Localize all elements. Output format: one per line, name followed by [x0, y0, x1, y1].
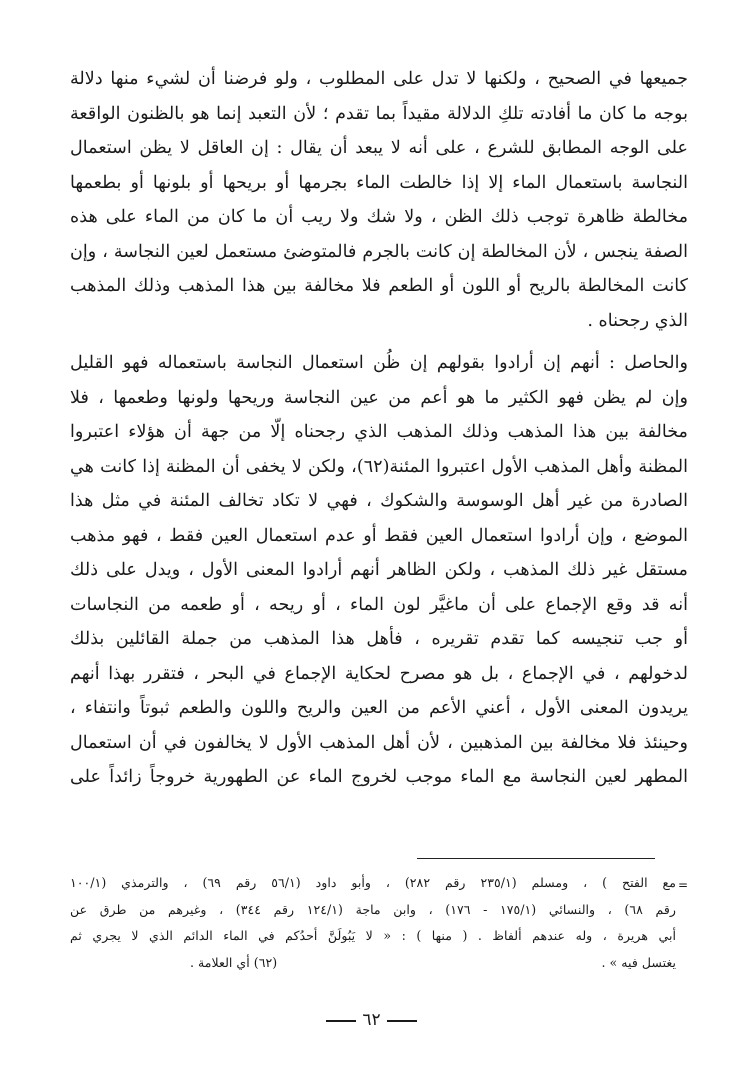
page-number-dash [326, 1020, 356, 1022]
paragraph-2 [70, 346, 688, 795]
footnote-line: مع الفتح ) ، ومسلم (٢٣٥/١ رقم ٢٨٢) ، وأبو داود (٥٦/١ رقم ٦٩) ، والترمذي (١٠٠/١ [70, 875, 676, 890]
text-line: وإن لم يظن فهو الكثير ما هو أعم من عين النجاسة وريحها ولونها وطعمها ، فلا [70, 387, 688, 408]
text-line: الذي رجحناه . [587, 310, 688, 331]
text-line: على الوجه المطابق للشرع ، على أنه لا يبعد أن يقال : إن العاقل لا يظن استعمال [70, 138, 688, 158]
page-number-dash [387, 1020, 417, 1022]
text-line: مستقل غير ذلك المذهب ، ولكن الظاهر أنهم أرادوا المعنى الأول ، ويدل على ذلك [70, 560, 688, 580]
paragraph-1 [70, 62, 688, 338]
footnote-62: (٦٢) أي العلامة . [190, 954, 278, 970]
text-line: وحينئذ فلا مخالفة بين المذهبين ، لأن أهل المذهب الأول لا يخالفون في أن استعمال [70, 732, 688, 753]
text-line: أو جب تنجيسه كما تقدم تقريره ، فأهل هذا المذهب من جملة القائلين بذلك [70, 629, 688, 649]
text-line: أنه قد وقع الإجماع على أن ماغيَّر لون الماء ، أو ريحه ، أو طعمه من النجاسات [70, 594, 688, 615]
text-line: كانت المخالطة بالريح أو اللون أو الطعم فلا مخالفة بين هذا المذهب وذلك المذهب [70, 276, 688, 296]
text-line: مخالفة بين هذا المذهب وذلك المذهب الذي رجحناه إلّا من جهة أن هؤلاء اعتبروا [70, 422, 688, 442]
page-number-value: ٦٢ [362, 1010, 381, 1030]
text-line: مخالطة ظاهرة توجب ذلك الظن ، ولا شك ولا ريب أن ما كان من الماء على هذه [70, 207, 688, 227]
text-line: المطهر لعين النجاسة مع الماء موجب لخروج الماء عن الطهورية خروجاً زائداً على [70, 767, 688, 787]
text-line: الصفة ينجس ، لأن المخالطة إن كانت بالجرم فالمتوضئ مستعمل لعين النجاسة ، وإن [70, 241, 688, 262]
footnote-line: أبي هريرة ، وله عندهم ألفاظ . ( منها ) : « لا يَبُولَنَّ أحدُكم في الماء الدائم الذي لا يجري ثم [70, 928, 676, 943]
main-text [70, 62, 688, 795]
text-line: المظنة وأهل المذهب الأول اعتبروا المئنة(٦٢)، ولكن لا يخفى أن المظنة إذا كانت هي [70, 456, 688, 477]
footnote-tail: يغتسل فيه » . [601, 954, 676, 970]
footnote-line: رقم ٦٨) ، والنسائي (١٧٥/١ - ١٧٦) ، وابن ماجة (١٢٤/١ رقم ٣٤٤) ، وغيرهم من طرق عن [70, 901, 676, 917]
footnote-divider [417, 858, 655, 859]
text-line: يريدون المعنى الأول ، أعني الأعم من العين والريح واللون والطعم ثبوتاً وانتفاء ، [70, 698, 688, 718]
text-line: بوجه ما كان ما أفادته تلكِ الدلالة مقيداً بما تقدم ؛ لأن التعبد إنما هو بالظنون الواقعة [70, 103, 688, 124]
text-line: جميعها في الصحيح ، ولكنها لا تدل على المطلوب ، ولو فرضنا أن لشيء منها دلالة [70, 69, 688, 89]
text-line: الصادرة من غير أهل الوسوسة والشكوك ، فهي لا تكاد تخالف المئنة في مثل هذا [70, 491, 688, 511]
footnote-continuation-marker: = [677, 878, 688, 892]
text-line: النجاسة باستعمال الماء إلا إذا خالطت الماء بجرمها أو بريحها أو بلونها أو بطعمها [70, 172, 688, 193]
footnote-last-line [70, 950, 676, 977]
page-number [0, 1010, 743, 1030]
footnotes [70, 870, 676, 976]
text-line: والحاصل : أنهم إن أرادوا بقولهم إن ظُن استعمال النجاسة باستعماله فهو القليل [70, 353, 688, 373]
text-line: لدخولهم ، في الإجماع ، بل هو مصرح لحكاية الإجماع في البحر ، فتقرر بهذا أنهم [70, 663, 688, 684]
text-line: الموضع ، وإن أرادوا استعمال العين فقط أو عدم استعمال العين فقط ، فهو مذهب [70, 525, 688, 546]
